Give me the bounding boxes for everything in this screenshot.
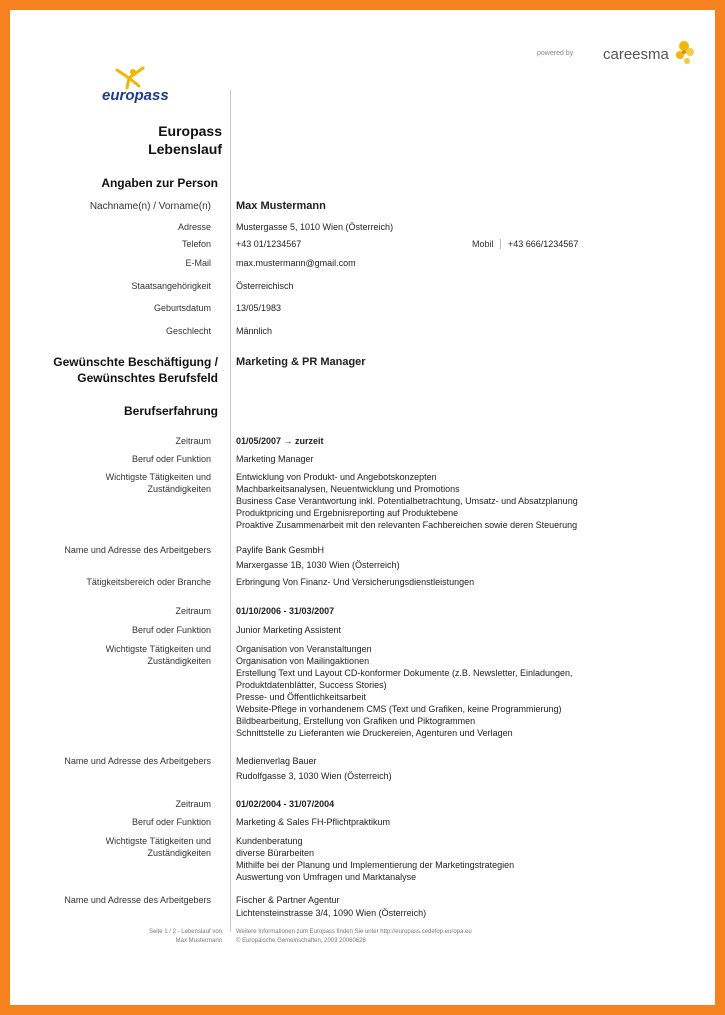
duty-item: Auswertung von Umfragen und Marktanalyse — [236, 872, 417, 882]
duties-label-line-2: Zuständigkeiten — [147, 848, 211, 858]
gender-label: Geschlecht — [165, 326, 211, 336]
duty-item: diverse Bürarbeiten — [236, 848, 315, 858]
employer-name: Paylife Bank GesmbH — [236, 545, 325, 555]
name-label: Nachname(n) / Vorname(n) — [89, 201, 211, 212]
job1-period-label: Zeitraum — [175, 436, 211, 446]
employer-address: Marxergasse 1B, 1030 Wien (Österreich) — [236, 560, 400, 570]
desired-heading-line-1: Gewünschte Beschäftigung / — [53, 355, 218, 369]
employer-name: Medienverlag Bauer — [236, 756, 317, 766]
mobile-divider — [500, 239, 501, 249]
duty-item: Kundenberatung — [236, 836, 303, 846]
title-line-2: Lebenslauf — [148, 141, 222, 157]
mobile-value: +43 666/1234567 — [508, 239, 579, 249]
duties-label-line-1: Wichtigste Tätigkeiten und — [105, 472, 211, 482]
email-value[interactable]: max.mustermann@gmail.com — [236, 258, 356, 268]
footer-left — [149, 928, 222, 946]
job1-role-label: Beruf oder Funktion — [131, 454, 211, 464]
employer-address: Lichtensteinstrasse 3/4, 1090 Wien (Österreich) — [236, 908, 427, 918]
job3-employer — [236, 894, 426, 919]
job1-period: 01/05/2007 → zurzeit — [236, 436, 324, 446]
duty-item: Erstellung Text und Layout CD-konformer Dokumente (z.B. Newsletter, Einladungen, — [236, 668, 573, 678]
duties-label-line-1: Wichtigste Tätigkeiten und — [105, 644, 211, 654]
personal-heading: Angaben zur Person — [101, 176, 218, 190]
job3-role-label: Beruf oder Funktion — [131, 817, 211, 827]
careesma-flower-icon — [672, 36, 696, 68]
job2-period-label: Zeitraum — [175, 606, 211, 616]
duty-item: Entwicklung von Produkt- und Angebotskonzepten — [236, 472, 437, 482]
phone-value: +43 01/1234567 — [236, 239, 302, 249]
footer-page: Seite 1 / 2 - Lebenslauf von — [148, 929, 222, 935]
duty-item: Website-Pflege in vorhandenem CMS (Text und Grafiken, keine Programmierung) — [236, 704, 562, 714]
duties-label-line-2: Zuständigkeiten — [147, 484, 211, 494]
job2-period: 01/10/2006 - 31/03/2007 — [236, 606, 335, 616]
nationality-value: Österreichisch — [236, 281, 294, 291]
address-label: Adresse — [177, 222, 211, 232]
duty-item: Machbarkeitsanalysen, Neuentwicklung und Promotions — [236, 484, 460, 494]
gender-value: Männlich — [236, 326, 273, 336]
job3-period: 01/02/2004 - 31/07/2004 — [236, 799, 335, 809]
duty-item: Proaktive Zusammenarbeit mit den relevanten Fachbereichen sowie deren Steuerung — [236, 520, 578, 530]
job2-duties — [236, 643, 573, 739]
mobile-label: Mobil — [472, 239, 494, 249]
birthdate-value: 13/05/1983 — [236, 303, 282, 313]
job1-employer — [236, 544, 400, 571]
job2-employer — [236, 755, 392, 782]
job2-role-label: Beruf oder Funktion — [131, 625, 211, 635]
duty-item: Business Case Verantwortung inkl. Potentialbetrachtung, Umsatz- und Absatzplanung — [236, 496, 578, 506]
job3-duties-label — [106, 835, 211, 859]
duties-label-line-1: Wichtigste Tätigkeiten und — [105, 836, 211, 846]
job3-period-label: Zeitraum — [175, 799, 211, 809]
desired-value: Marketing & PR Manager — [236, 356, 366, 368]
job3-duties — [236, 835, 514, 883]
duty-item: Mithilfe bei der Planung und Implementierung der Marketingstrategien — [236, 860, 515, 870]
phone-label: Telefon — [181, 239, 211, 249]
desired-heading-line-2: Gewünschtes Berufsfeld — [77, 371, 218, 385]
name-value: Max Mustermann — [236, 200, 326, 212]
job2-employer-label: Name und Adresse des Arbeitgebers — [64, 756, 211, 766]
email-label: E-Mail — [185, 258, 211, 268]
job3-role: Marketing & Sales FH-Pflichtpraktikum — [236, 817, 391, 827]
europass-logo-text: europass — [102, 87, 169, 104]
duty-item: Schnittstelle zu Lieferanten wie Druckereien, Agenturen und Verlagen — [236, 728, 513, 738]
duty-item: Bildbearbeitung, Erstellung von Grafiken und Piktogrammen — [236, 716, 476, 726]
duty-item: Presse- und Öffentlichkeitsarbeit — [236, 692, 366, 702]
job1-role: Marketing Manager — [236, 454, 314, 464]
address-value: Mustergasse 5, 1010 Wien (Österreich) — [236, 222, 394, 232]
footer-copyright: © Europäische Gemeinschaften, 2003 20060628 — [236, 938, 366, 944]
duty-item: Produktdatenblätter, Success Stories) — [236, 680, 387, 690]
cv-title — [148, 122, 222, 158]
employer-name: Fischer & Partner Agentur — [236, 895, 340, 905]
powered-by-label: powered by — [537, 50, 574, 57]
title-line-1: Europass — [158, 123, 222, 139]
duty-item: Organisation von Mailingaktionen — [236, 656, 370, 666]
job3-employer-label: Name und Adresse des Arbeitgebers — [64, 895, 211, 905]
job2-duties-label — [106, 643, 211, 667]
birthdate-label: Geburtsdatum — [153, 303, 211, 313]
duty-item: Produktpricing und Ergebnisreporting auf Produktebene — [236, 508, 459, 518]
nationality-label: Staatsangehörigkeit — [131, 281, 211, 291]
footer-info[interactable]: Weitere Informationen zum Europass finden Sie unter http://europass.cedefop.europa.eu — [236, 929, 472, 935]
employer-address: Rudolfgasse 3, 1030 Wien (Österreich) — [236, 771, 392, 781]
job1-duties — [236, 471, 578, 531]
experience-heading: Berufserfahrung — [123, 404, 218, 418]
duties-label-line-2: Zuständigkeiten — [147, 656, 211, 666]
job2-role: Junior Marketing Assistent — [236, 625, 342, 635]
cv-page — [10, 10, 715, 1005]
footer-right — [236, 928, 472, 946]
column-divider — [230, 90, 231, 932]
careesma-brand[interactable]: careesma — [603, 46, 669, 63]
footer-name: Max Mustermann — [175, 938, 222, 944]
duty-item: Organisation von Veranstaltungen — [236, 644, 372, 654]
job1-employer-label: Name und Adresse des Arbeitgebers — [64, 545, 211, 555]
job1-sector-label: Tätigkeitsbereich oder Branche — [86, 577, 211, 587]
job1-sector: Erbringung Von Finanz- Und Versicherungsdienstleistungen — [236, 577, 475, 587]
job1-duties-label — [106, 471, 211, 495]
desired-heading — [53, 354, 218, 386]
